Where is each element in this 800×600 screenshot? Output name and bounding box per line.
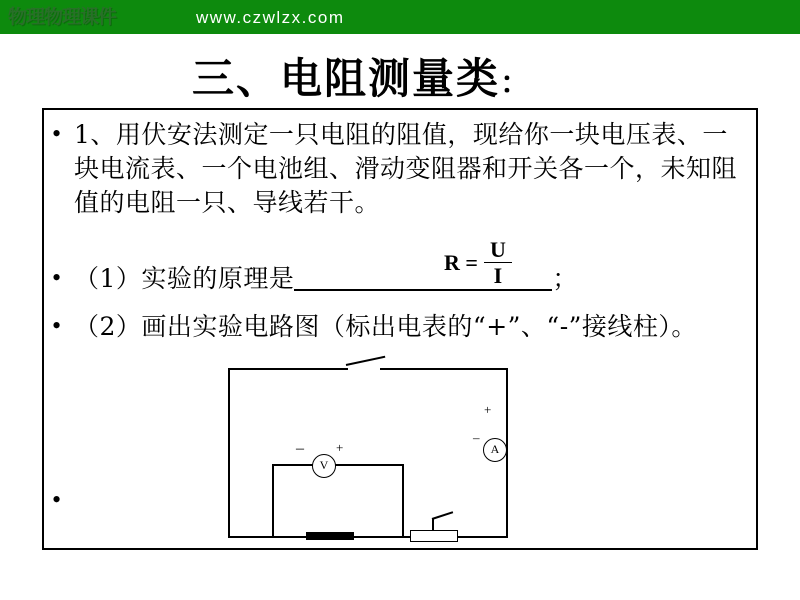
circuit-diagram — [228, 368, 508, 546]
voltmeter-label: V — [319, 458, 329, 472]
ammeter-plus-text: + — [484, 402, 492, 417]
ammeter-label: A — [490, 442, 500, 456]
question-suffix: ； — [552, 264, 578, 293]
voltmeter-branch-right — [402, 464, 404, 538]
bullet-icon: • — [52, 263, 62, 292]
ammeter-minus-label — [473, 430, 480, 446]
list-item-text: （2）画出实验电路图（标出电表的“+”、“-”接线柱）。 — [74, 312, 697, 341]
list-item-text: 1、用伏安法测定一只电阻的阻值，现给你一块电压表、一块电流表、一个电池组、滑动变阻器和开关各一个，未知阻值的电阻一只、导线若干。 — [74, 120, 738, 217]
content-body — [42, 110, 758, 550]
voltmeter-branch-left — [272, 464, 274, 538]
formula-denominator: I — [493, 263, 503, 289]
voltmeter-plus-label — [336, 440, 343, 456]
circuit-wire-top-left — [228, 368, 348, 370]
rheostat-slider-stem — [432, 518, 434, 531]
list-item — [52, 484, 112, 516]
rheostat-symbol — [410, 530, 458, 542]
answer-blank — [294, 267, 552, 291]
circuit-wire-top-right — [380, 368, 508, 370]
ammeter-symbol — [483, 438, 507, 462]
voltmeter-minus-label — [296, 440, 304, 458]
bullet-icon: • — [52, 311, 62, 340]
ammeter-plus-label — [484, 402, 491, 418]
list-item — [52, 310, 752, 344]
top-banner — [0, 0, 800, 36]
voltmeter-minus-text: – — [296, 440, 304, 457]
page-title — [192, 46, 532, 106]
voltmeter-branch-top — [272, 464, 404, 466]
title-area — [42, 38, 758, 110]
circuit-wire-bottom — [228, 536, 508, 538]
page-title-colon: ： — [500, 66, 533, 101]
voltmeter-symbol — [312, 454, 336, 478]
site-url: www.czwlzx.com — [196, 8, 345, 27]
list-item — [52, 118, 752, 220]
ammeter-minus-text: – — [473, 430, 480, 445]
page-title-text: 三、电阻测量类 — [192, 54, 501, 103]
rheostat-slider — [432, 511, 454, 520]
formula-lhs: R = — [444, 249, 478, 275]
list-item — [52, 262, 752, 296]
list-item-text — [74, 262, 578, 296]
voltmeter-plus-text: + — [336, 440, 344, 455]
resistor-symbol — [306, 532, 354, 540]
circuit-wire-left — [228, 368, 230, 538]
question-prefix: （1）实验的原理是 — [74, 264, 295, 293]
formula-numerator: U — [484, 238, 512, 263]
bullet-icon: • — [52, 485, 62, 514]
bullet-icon: • — [52, 119, 62, 148]
circuit-switch — [346, 356, 386, 366]
site-logo: 物理物理课件 — [8, 7, 117, 28]
